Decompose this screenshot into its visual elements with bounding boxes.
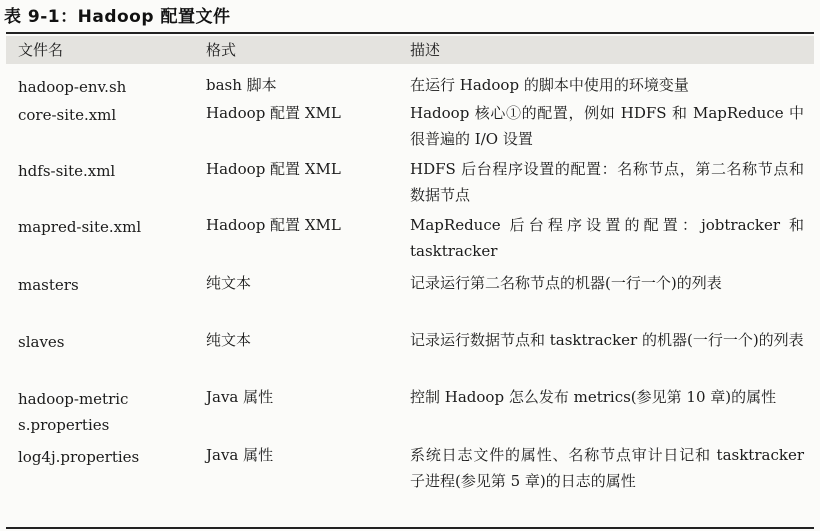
cell-description: 记录运行第二名称节点的机器(一行一个)的列表 <box>410 274 722 292</box>
cell-description: MapReduce 后台程序设置的配置：jobtracker 和 tasktracker <box>410 216 804 260</box>
cell-description: 在运行 Hadoop 的脚本中使用的环境变量 <box>410 76 689 94</box>
cell-description: HDFS 后台程序设置的配置：名称节点，第二名称节点和数据节点 <box>410 160 804 204</box>
cell-description: Hadoop 核心①的配置，例如 HDFS 和 MapReduce 中很普遍的 I/O 设置 <box>410 104 804 148</box>
cell-format: Hadoop 配置 XML <box>206 104 341 122</box>
cell-format: Hadoop 配置 XML <box>206 216 341 234</box>
cell-format: Java 属性 <box>206 446 274 464</box>
cell-filename: hadoop-metrics.properties <box>18 390 129 434</box>
cell-filename: mapred-site.xml <box>18 218 142 236</box>
header-format: 格式 <box>206 41 237 59</box>
cell-format: Hadoop 配置 XML <box>206 160 341 178</box>
cell-description: 控制 Hadoop 怎么发布 metrics(参见第 10 章)的属性 <box>410 388 777 406</box>
cell-filename: hdfs-site.xml <box>18 162 116 180</box>
cell-description: 记录运行数据节点和 tasktracker 的机器(一行一个)的列表 <box>410 331 804 349</box>
cell-filename: core-site.xml <box>18 106 117 124</box>
header-description: 描述 <box>410 41 441 59</box>
table-bottom-rule <box>6 527 814 529</box>
cell-filename: slaves <box>18 333 65 351</box>
cell-format: Java 属性 <box>206 388 274 406</box>
header-filename: 文件名 <box>18 41 64 59</box>
cell-format: 纯文本 <box>206 331 252 349</box>
cell-filename: log4j.properties <box>18 448 140 466</box>
cell-filename: masters <box>18 276 79 294</box>
cell-description: 系统日志文件的属性、名称节点审计日记和 tasktracker 子进程(参见第 5 章)的日志的属性 <box>410 446 804 490</box>
table-top-rule <box>6 32 814 34</box>
cell-format: bash 脚本 <box>206 76 277 94</box>
table-caption: 表 9-1：Hadoop 配置文件 <box>4 7 231 27</box>
cell-filename: hadoop-env.sh <box>18 78 127 96</box>
cell-format: 纯文本 <box>206 274 252 292</box>
